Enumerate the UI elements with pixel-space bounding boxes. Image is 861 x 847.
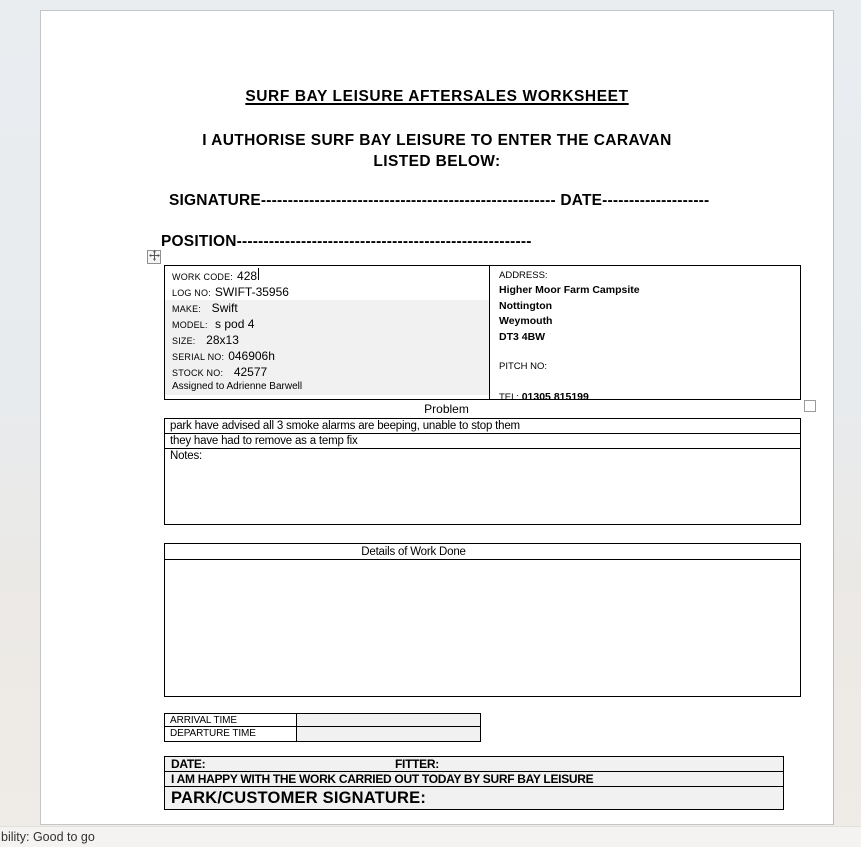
work-code-label: WORK CODE:	[172, 272, 234, 282]
serial-no-value[interactable]: 046906h	[228, 349, 275, 363]
document-page	[40, 10, 834, 825]
notes-label: Notes:	[170, 450, 203, 462]
customer-signature-row[interactable]: PARK/CUSTOMER SIGNATURE:	[171, 789, 427, 807]
stock-no-value[interactable]: 42577	[227, 365, 268, 379]
date-label: DATE:	[171, 757, 206, 771]
work-done-entry-area[interactable]	[165, 560, 800, 695]
address-line-3: Weymouth	[499, 315, 553, 327]
field-row-work-code[interactable]	[165, 268, 489, 284]
authorization-statement	[41, 130, 833, 172]
problem-table	[164, 418, 801, 525]
problem-section-header: Problem	[424, 402, 469, 416]
field-row-make[interactable]	[165, 300, 489, 316]
caravan-details-cell	[165, 266, 490, 399]
text-cursor	[258, 268, 259, 280]
address-line-1: Higher Moor Farm Campsite	[499, 284, 640, 296]
assigned-note[interactable]: Assigned to Adrienne Barwell	[165, 380, 489, 395]
serial-no-label: SERIAL NO:	[172, 352, 225, 362]
notes-area[interactable]	[165, 449, 800, 524]
make-label: MAKE:	[172, 304, 202, 314]
caravan-details-table	[164, 265, 801, 403]
accessibility-status[interactable]: bility: Good to go	[1, 830, 95, 844]
fitter-label: FITTER:	[395, 757, 439, 771]
address-line-4: DT3 4BW	[499, 330, 546, 343]
status-bar	[0, 826, 861, 847]
signature-date-line[interactable]: SIGNATURE------------------------------------------------------- DATE--------------------	[169, 192, 710, 209]
authorization-line-2: LISTED BELOW:	[373, 153, 501, 170]
times-table	[164, 713, 481, 742]
make-value[interactable]: Swift	[205, 301, 238, 315]
model-label: MODEL:	[172, 320, 208, 330]
size-label: SIZE:	[172, 336, 196, 346]
satisfaction-statement: I AM HAPPY WITH THE WORK CARRIED OUT TODAY BY SURF BAY LEISURE	[165, 772, 783, 787]
stock-no-label: STOCK NO:	[172, 368, 224, 378]
table-move-handle[interactable]	[147, 250, 161, 264]
problem-line-2[interactable]: they have had to remove as a temp fix	[165, 434, 800, 449]
departure-time-value-cell[interactable]	[296, 727, 480, 741]
worksheet-title: SURF BAY LEISURE AFTERSALES WORKSHEET	[245, 88, 629, 105]
authorization-line-1: I AUTHORISE SURF BAY LEISURE TO ENTER THE CARAVAN	[202, 132, 672, 149]
position-line[interactable]: POSITION-------------------------------------------------------	[161, 233, 532, 250]
address-cell[interactable]	[490, 266, 800, 403]
departure-time-row	[165, 727, 480, 741]
signoff-table	[164, 756, 784, 810]
work-code-value[interactable]: 428	[237, 269, 258, 283]
size-value[interactable]: 28x13	[199, 333, 239, 347]
tel-label: TEL:	[499, 392, 520, 403]
move-icon	[149, 248, 160, 266]
log-no-value[interactable]: SWIFT-35956	[214, 285, 289, 299]
tel-number: 01305 815199	[521, 391, 589, 403]
field-row-serial-no[interactable]	[165, 348, 489, 364]
arrival-time-row	[165, 714, 480, 727]
pitch-no-label[interactable]: PITCH NO:	[499, 361, 548, 372]
table-resize-handle[interactable]	[804, 400, 816, 412]
model-value[interactable]: s pod 4	[211, 317, 255, 331]
problem-line-1[interactable]: park have advised all 3 smoke alarms are beeping, unable to stop them	[165, 419, 800, 434]
address-line-2: Nottington	[499, 299, 553, 312]
arrival-time-value-cell[interactable]	[296, 714, 480, 726]
field-row-stock-no[interactable]	[165, 364, 489, 380]
address-spacer	[499, 345, 800, 359]
field-row-size[interactable]	[165, 332, 489, 348]
log-no-label: LOG NO:	[172, 288, 211, 298]
address-label: ADDRESS:	[499, 270, 548, 281]
work-done-table	[164, 543, 801, 697]
departure-time-label: DEPARTURE TIME	[170, 728, 256, 739]
arrival-time-label: ARRIVAL TIME	[170, 715, 237, 726]
field-row-log-no[interactable]	[165, 284, 489, 300]
date-fitter-row[interactable]	[165, 757, 783, 772]
field-row-model[interactable]	[165, 316, 489, 332]
work-done-header: Details of Work Done	[165, 544, 800, 560]
